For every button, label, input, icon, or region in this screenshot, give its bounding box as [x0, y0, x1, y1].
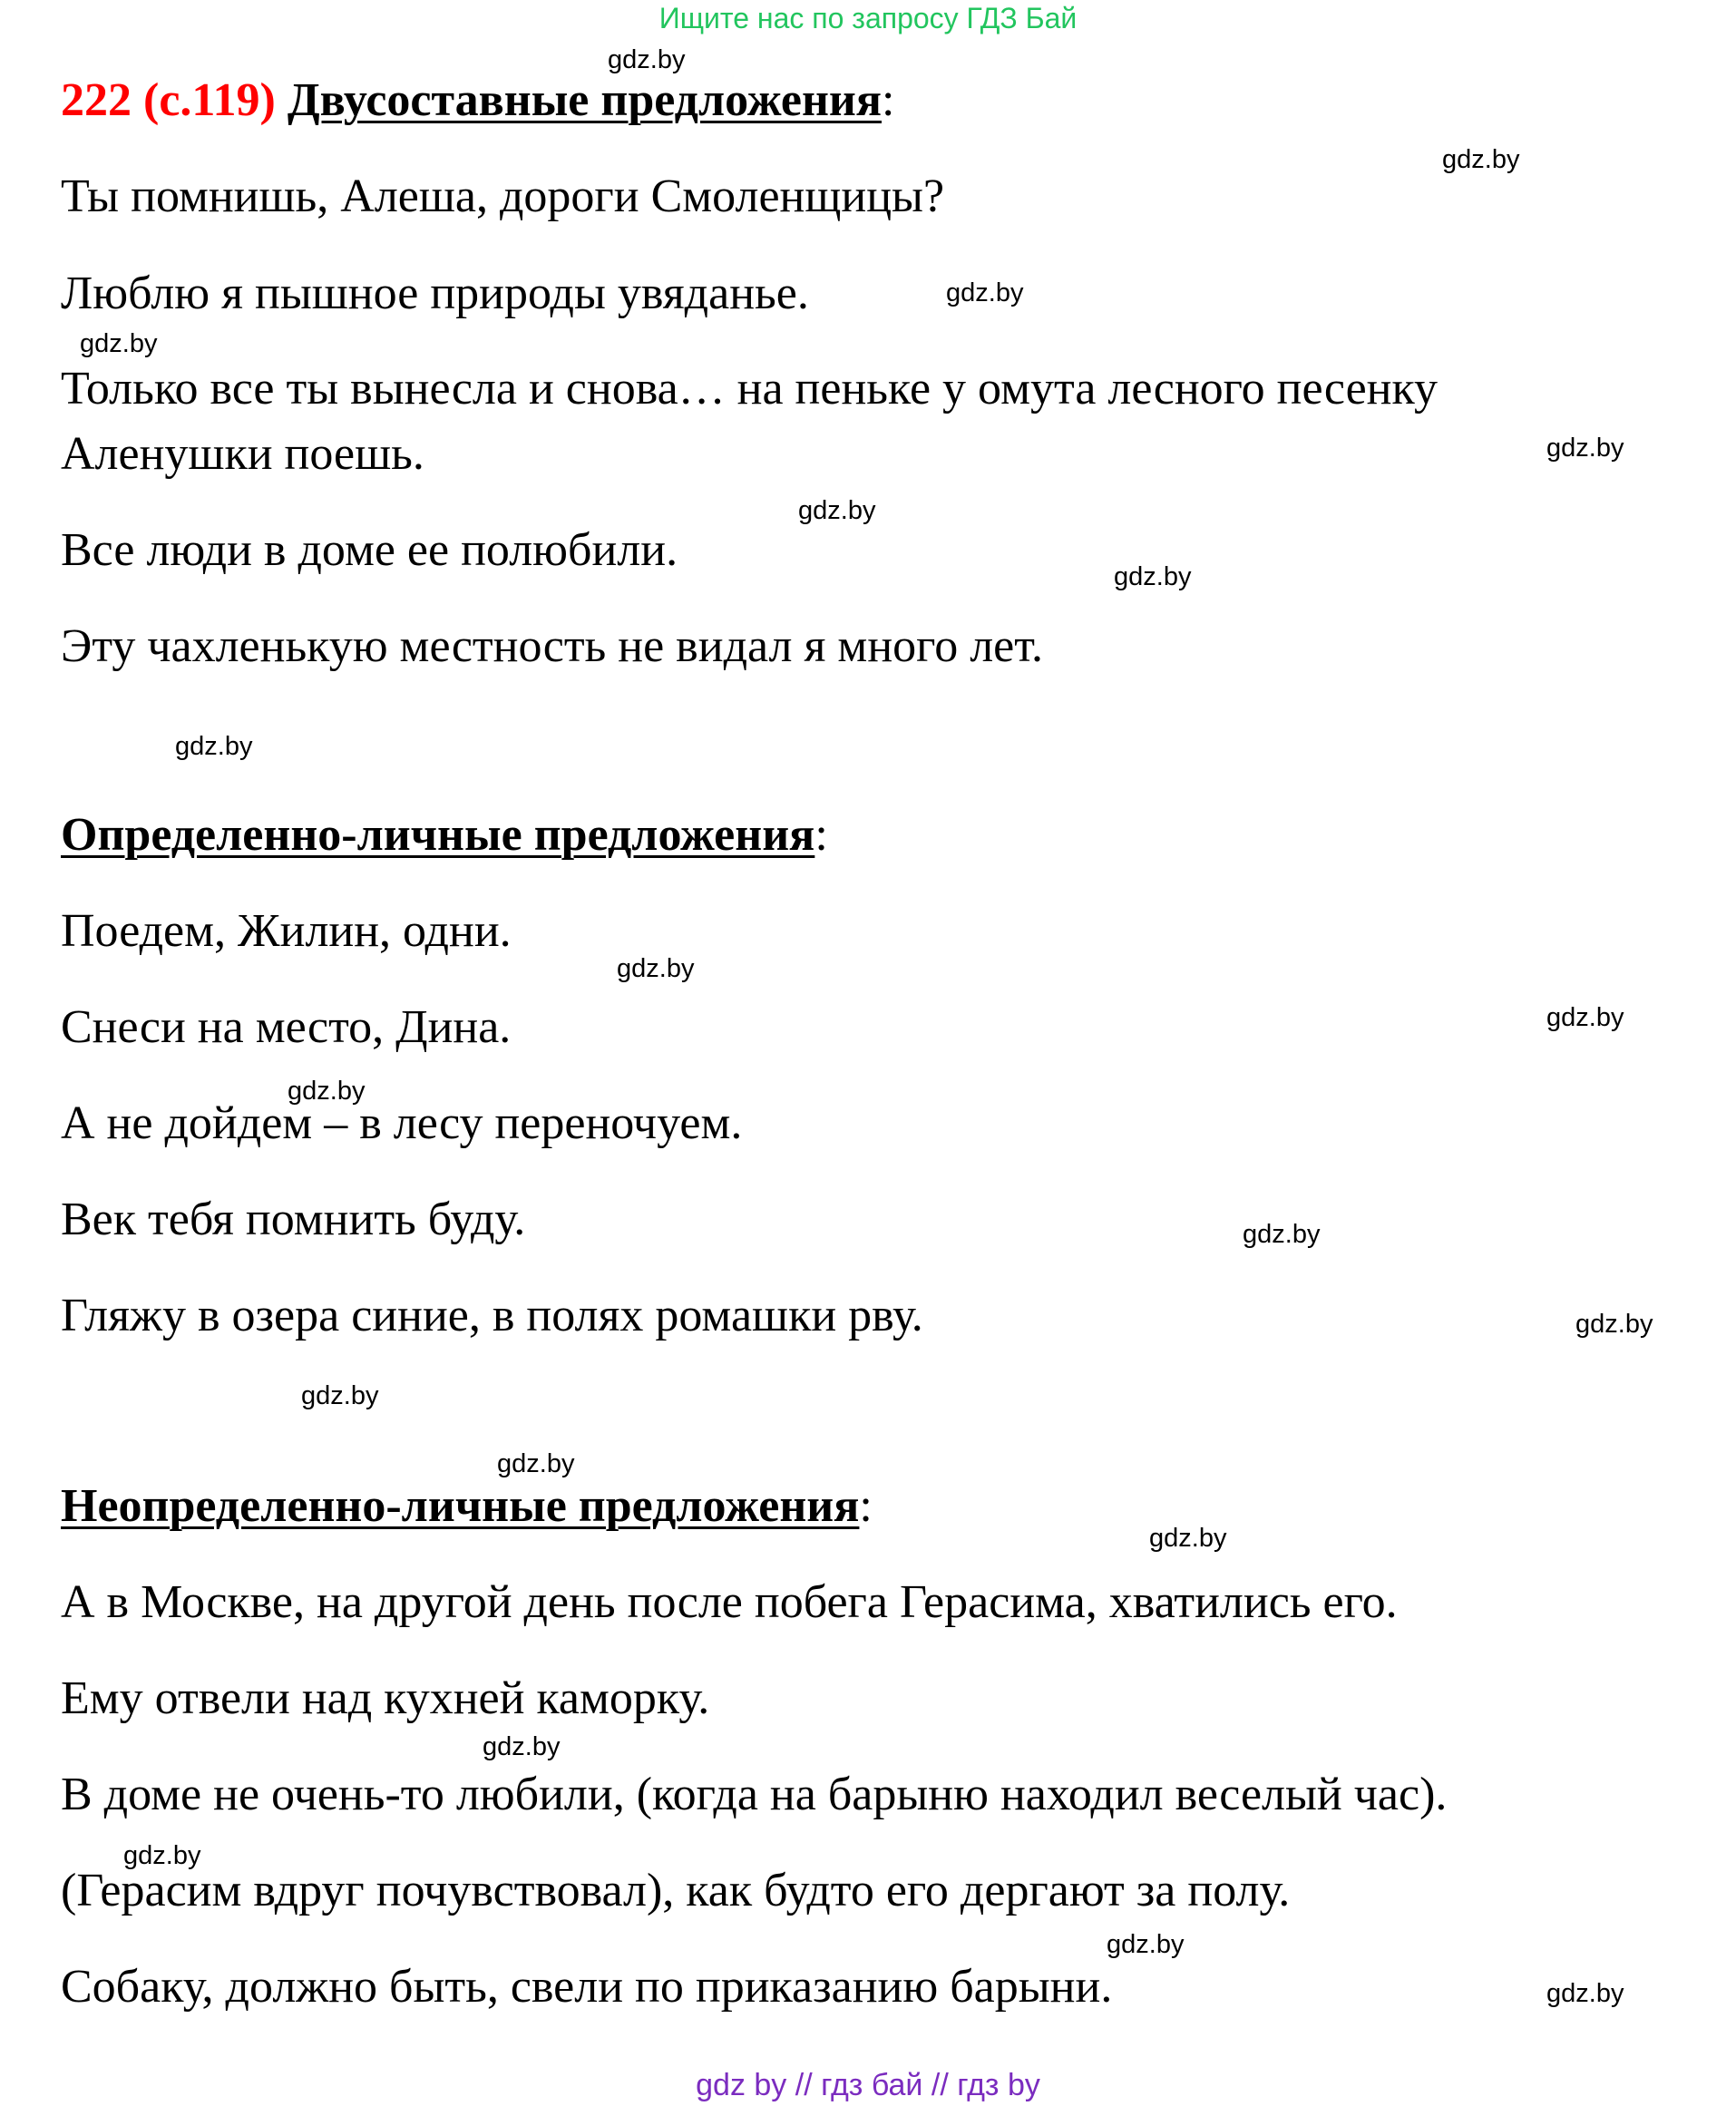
sentence: Ему отвели над кухней каморку. — [61, 1672, 710, 1724]
sentence: Аленушки поешь. — [61, 428, 424, 480]
sentence: (Герасим вдруг почувствовал), как будто его дергают за полу. — [61, 1865, 1291, 1916]
watermark: gdz.by — [80, 329, 158, 358]
watermark: gdz.by — [175, 732, 253, 761]
sentence: А не дойдем – в лесу переночуем. — [61, 1097, 743, 1149]
sentence: Все люди в доме ее полюбили. — [61, 524, 678, 576]
footer-links: gdz by // гдз бай // гдз by — [696, 2068, 1040, 2102]
watermark: gdz.by — [1107, 1930, 1185, 1959]
watermark: gdz.by — [483, 1732, 561, 1761]
watermark: gdz.by — [1546, 1979, 1624, 2008]
watermark: gdz.by — [123, 1841, 201, 1870]
section-title: Двусоставные предложения — [287, 74, 882, 126]
watermark: gdz.by — [608, 45, 686, 74]
sentence: Люблю я пышное природы увяданье. — [61, 268, 809, 319]
title-colon: : — [859, 1480, 873, 1532]
sentence: Ты помнишь, Алеша, дороги Смоленщицы? — [61, 171, 945, 222]
task-heading — [61, 74, 894, 126]
section-title: Неопределенно-личные предложения — [61, 1480, 860, 1532]
watermark: gdz.by — [1575, 1310, 1653, 1339]
title-colon: : — [814, 809, 828, 861]
sentence: Гляжу в озера синие, в полях ромашки рву. — [61, 1290, 923, 1341]
sentence: Эту чахленькую местность не видал я много лет. — [61, 620, 1044, 672]
sentence: В доме не очень-то любили, (когда на барыню находил веселый час). — [61, 1769, 1448, 1820]
sentence: Век тебя помнить буду. — [61, 1194, 526, 1245]
sentence: Только все ты вынесла и снова… на пеньке у омута лесного песенку — [61, 363, 1439, 414]
title-colon: : — [882, 74, 895, 126]
sentence: Снеси на место, Дина. — [61, 1001, 512, 1053]
section-heading — [61, 809, 828, 861]
watermark: gdz.by — [1546, 434, 1624, 463]
watermark: gdz.by — [1243, 1220, 1321, 1249]
watermark: gdz.by — [1114, 562, 1192, 591]
task-number: 222 (с.119) — [61, 74, 276, 126]
watermark: gdz.by — [301, 1381, 379, 1410]
section-title: Определенно-личные предложения — [61, 809, 815, 861]
sentence: Собаку, должно быть, свели по приказанию барыни. — [61, 1961, 1113, 2013]
section-heading — [61, 1480, 873, 1532]
watermark: gdz.by — [1442, 145, 1520, 174]
watermark: gdz.by — [946, 278, 1024, 307]
sentence: А в Москве, на другой день после побега Герасима, хватились его. — [61, 1576, 1398, 1628]
watermark: gdz.by — [288, 1077, 366, 1106]
watermark: gdz.by — [1149, 1524, 1227, 1553]
sentence: Поедем, Жилин, одни. — [61, 905, 512, 957]
watermark: gdz.by — [497, 1449, 575, 1478]
watermark: gdz.by — [798, 496, 876, 525]
watermark: gdz.by — [1546, 1003, 1624, 1032]
watermark: gdz.by — [617, 954, 695, 983]
search-banner: Ищите нас по запросу ГДЗ Бай — [658, 2, 1078, 34]
